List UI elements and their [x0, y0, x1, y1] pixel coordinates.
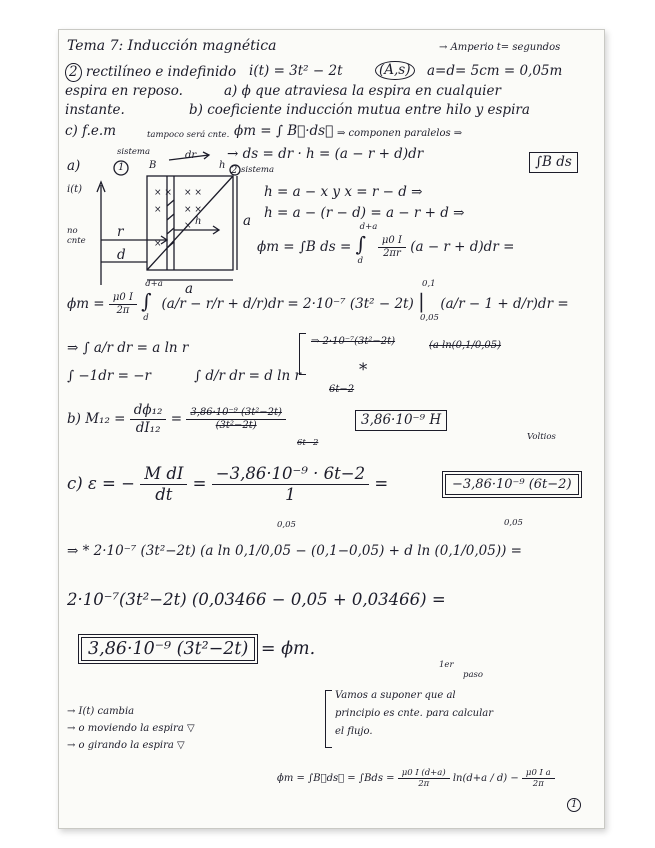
svg-text:×: × [154, 205, 162, 215]
diagram-sistema-1: sistema [117, 147, 151, 157]
svg-text:× ×: × × [154, 188, 172, 198]
mutual-inductance-result: 3,86·10⁻⁹ H [355, 410, 447, 431]
note-moving-loop: → o moviendo la espira ▽ [67, 723, 195, 734]
note-constant: tampoco será cnte. [147, 130, 230, 140]
final-boxed-line: 3,86·10⁻⁹ (3t²−2t) = ϕm. [81, 638, 315, 660]
emf-result: −3,86·10⁻⁹ (6t−2) [445, 474, 579, 495]
diagram-label-current: i(t) [67, 184, 83, 195]
integral-minus-one: ∫ −1dr = −r [67, 368, 151, 384]
diagram-label-a: a) [67, 158, 81, 174]
diagram-label-no: no [67, 226, 78, 236]
sup-005-a: 0,05 [277, 520, 296, 530]
final-line-2: 2·10⁻⁷(3t²−2t) (0,03466 − 0,05 + 0,03466) = [67, 590, 446, 609]
sup-005-b: 0,05 [504, 518, 523, 528]
part-b-solution: b) M₁₂ = $\frac{\text{dϕ₁₂}}{\text{dI₁₂}}$ = $\frac{\text{3,86·10⁻⁹ (3t²−2t)}}{\text{(3t²−2t)}}$ [67, 402, 286, 437]
diagram-label-B: B [149, 160, 157, 171]
diagram-label-cnte: cnte [67, 236, 86, 246]
first-step-note-1: 1er [439, 660, 454, 670]
crossed-expression: ⇒ 2·10⁻⁷(3t²−2t) [311, 336, 396, 347]
note-rotating-loop: → o girando la espira ▽ [67, 740, 185, 751]
diagram-label-d: d [117, 247, 126, 263]
diagram-label-h-inside: h [195, 216, 202, 227]
flux-m-expression: ϕm = $\frac{\mu 0 I}{2\pi}$ d+a ∫ d (a/r − r/r + d/r)dr = 2·10⁻⁷ (3t² − 2t) 0,1 | 0,05 (a/r − 1 + d/r)dr = [67, 279, 569, 323]
diagram-label-r: r [117, 224, 124, 240]
svg-text:×: × [154, 239, 162, 249]
part-c-solution: c) ε = − $\frac{\text{M dI}}{dt}$ = $\frac{\text{−3,86·10⁻⁹ · 6t−2}}{1}$ = [67, 464, 389, 504]
svg-text:×: × [184, 221, 192, 231]
diagram-label-1: 1 [118, 162, 125, 173]
diagram-label-2: 2 [231, 165, 238, 176]
note-current-changes: → I(t) cambia [67, 706, 135, 717]
diagram-label-h: h [219, 160, 226, 171]
integral-d-over-r: ∫ d/r dr = d ln r [194, 368, 301, 384]
problem-line-3: instante. [65, 102, 125, 118]
first-step-note-2: paso [463, 670, 483, 680]
crossed-tail: (a ln(0,1/0,05) [429, 340, 502, 351]
flux-definition: ϕm = ∫ B⃗·ds⃗ [234, 123, 334, 139]
problem-line-2: espira en reposo. [65, 83, 183, 99]
part-a-question: a) ϕ que atraviesa la espira en cualquier [224, 83, 501, 99]
svg-text:× ×: × × [184, 188, 202, 198]
final-line-1: ⇒ * 2·10⁻⁷ (3t²−2t) (a ln 0,1/0,05 − (0,1−0,05) + d ln (0,1/0,05)) = [67, 543, 522, 559]
h-equation: h = a − x y x = r − d ⇒ [264, 184, 423, 200]
h-equation-2: h = a − (r − d) = a − r + d ⇒ [264, 205, 465, 221]
diagram-sistema-2: sistema [241, 165, 275, 175]
diagram-label-a-bottom: a [185, 281, 194, 297]
notebook-page [58, 29, 605, 829]
part-c-question: c) f.e.m [65, 123, 117, 139]
part-b-question: b) coeficiente inducción mutua entre hilo y espira [189, 102, 530, 118]
side-note-2: principio es cnte. para calcular [335, 708, 494, 719]
flux-integral: ϕm = ∫B ds = d+a ∫ d $\frac{\mu 0 I}{2\pi r}$ (a − r + d)dr = [257, 222, 515, 266]
component-note: ⇒ componen paralelos ⇒ [337, 128, 463, 139]
six-t-annotation: 6t−2 [329, 384, 355, 395]
page-number: 1 [567, 798, 581, 812]
bottom-flux-equation: ϕm = ∫B⃗ds⃗ = ∫Bds = $\frac{\mu 0 I (d+a)}{2\pi}$ ln(d+a / d) − $\frac{\text{μ0 I a}}{2\pi}$ [277, 768, 555, 789]
dimensions: a=d= 5cm = 0,05m [427, 63, 563, 79]
ds-expression: → ds = dr · h = (a − r + d)dr [227, 146, 424, 162]
side-note-1: Vamos a suponer que al [335, 690, 456, 701]
star-marker: * [359, 360, 368, 379]
page-title: Tema 7: Inducción magnética [67, 38, 277, 54]
bds-box: ∫B ds [529, 152, 578, 173]
current-units: (A,s) [375, 61, 415, 80]
part-b-six-t: 6t−2 [297, 438, 319, 448]
problem-line-1: 2 rectilíneo e indefinido [65, 63, 236, 82]
diagram-label-dr: dr [185, 150, 197, 161]
voltios-note: Voltios [527, 432, 556, 442]
current-expression: i(t) = 3t² − 2t [249, 63, 343, 79]
integral-a-over-r: ⇒ ∫ a/r dr = a ln r [67, 340, 189, 356]
units-note: → Amperio t= segundos [439, 42, 561, 53]
crossed-brace [299, 333, 306, 375]
diagram-label-a-side: a [243, 213, 252, 229]
side-note-bracket [325, 690, 332, 748]
svg-text:× ×: × × [184, 205, 202, 215]
side-note-3: el flujo. [335, 726, 373, 737]
